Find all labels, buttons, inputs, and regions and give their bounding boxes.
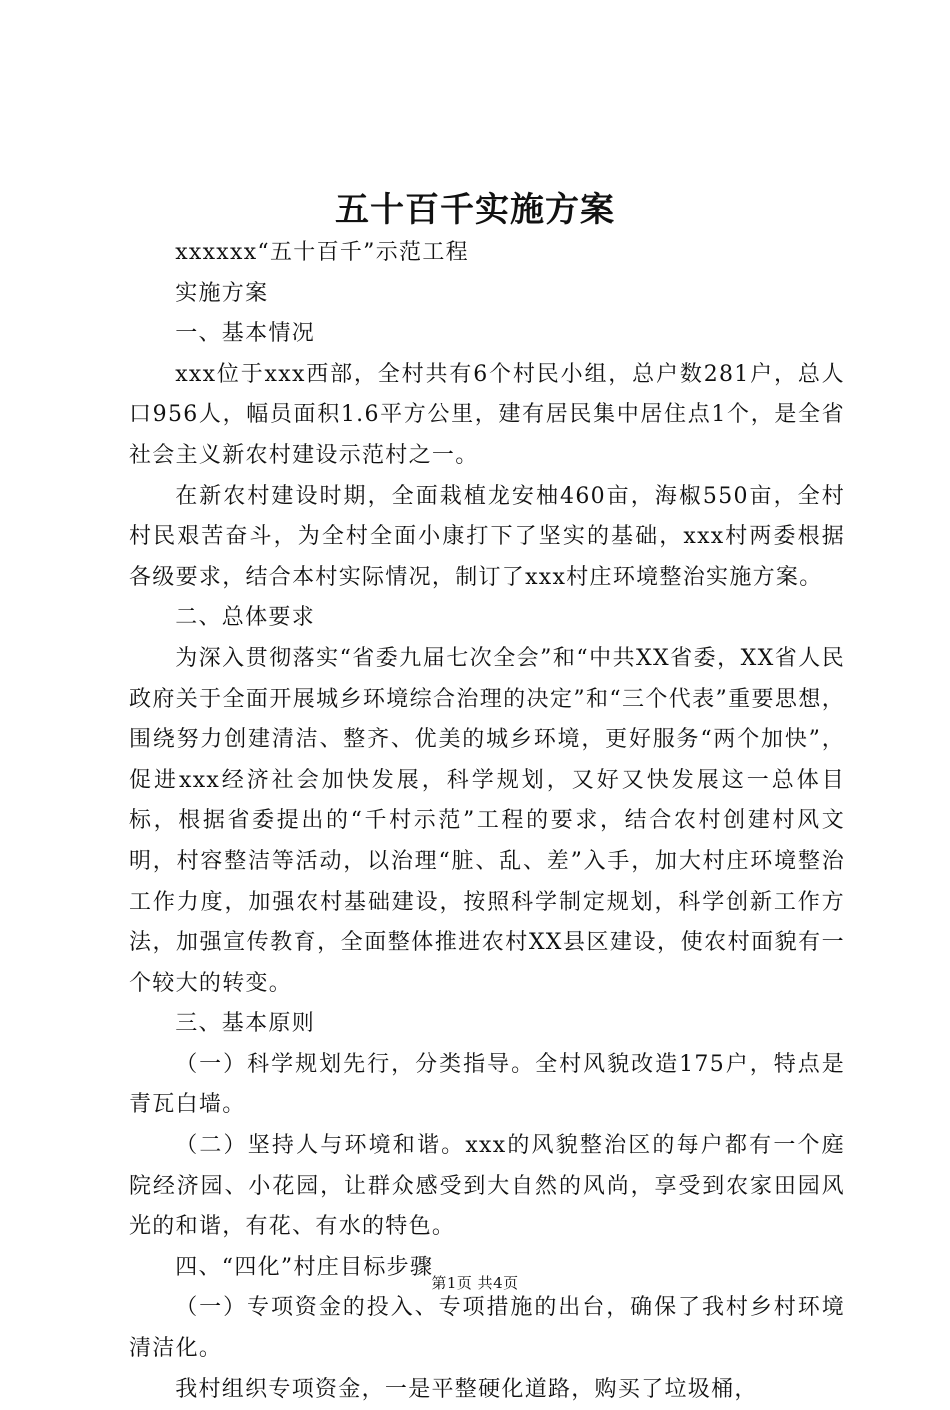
paragraph: 我村组织专项资金，一是平整硬化道路，购买了垃圾桶， (175, 1376, 758, 1402)
paragraph: 在新农村建设时期，全面栽植龙安柚460亩，海椒550亩，全村村民艰苦奋斗，为全村全面小康打下了坚实的基础，xxx村两委根据各级要求，结合本村实际情况，制订了xxx村庄环境整治实施方案。 (129, 483, 845, 590)
paragraph: xxxxxx“五十百千”示范工程 (175, 240, 469, 265)
section-heading: 三、基本原则 (175, 1011, 315, 1037)
section-heading: 二、总体要求 (175, 605, 315, 631)
paragraph: xxx位于xxx西部，全村共有6个村民小组，总户数281户，总人口956人，幅员面积1.6平方公里，建有居民集中居住点1个，是全省社会主义新农村建设示范村之一。 (129, 361, 845, 468)
paragraph: （一）科学规划先行，分类指导。全村风貌改造175户，特点是青瓦白墙。 (129, 1051, 845, 1118)
document-body (129, 233, 845, 1410)
section-heading: 四、“四化”村庄目标步骤 (175, 1254, 434, 1280)
section-heading: 一、基本情况 (175, 321, 315, 347)
document-title: 五十百千实施方案 (335, 190, 615, 230)
page-footer: 第1页 共4页 (431, 1274, 519, 1292)
paragraph: 为深入贯彻落实“省委九届七次全会”和“中共XX省委，XX省人民政府关于全面开展城乡环境综合治理的决定”和“三个代表”重要思想，围绕努力创建清洁、整齐、优美的城乡环境，更好服务“两个加快”，促进xxx经济社会加快发展，科学规划，又好又快发展这一总体目标，根据省委提出的“千村示范”工程的要求，结合农村创建村风文明，村容整洁等活动，以治理“脏、乱、差”入手，加大村庄环境整治工作力度，加强农村基础建设，按照科学制定规划，科学创新工作方法，加强宣传教育，全面整体推进农村XX县区建设，使农村面貌有一个较大的转变。 (129, 645, 845, 996)
paragraph: （一）专项资金的投入、专项措施的出台，确保了我村乡村环境清洁化。 (129, 1295, 845, 1362)
paragraph: 实施方案 (175, 280, 269, 306)
paragraph: （二）坚持人与环境和谐。xxx的风貌整治区的每户都有一个庭院经济园、小花园，让群众感受到大自然的风尚，享受到农家田园风光的和谐，有花、有水的特色。 (129, 1133, 845, 1240)
